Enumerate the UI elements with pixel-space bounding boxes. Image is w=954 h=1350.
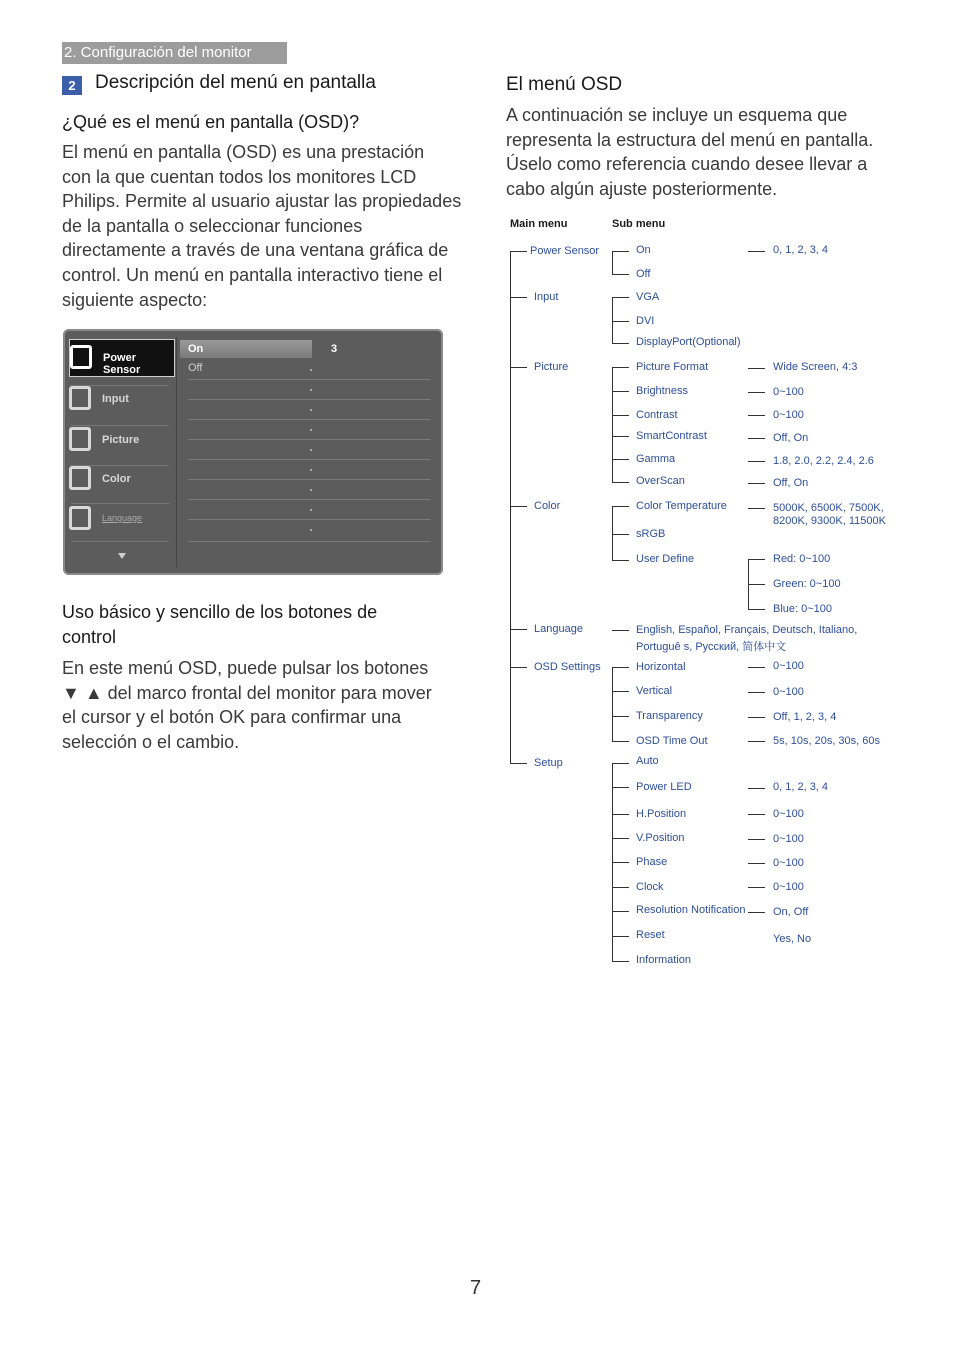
sub-item: Clock [636, 881, 664, 893]
osd-row-line [188, 519, 430, 520]
desc-line: siguiente aspecto: [62, 289, 208, 310]
sub-branch [612, 321, 629, 322]
value-item: Off, On [773, 432, 809, 444]
main-menu-header: Main menu [510, 218, 568, 230]
section-title: Descripción del menú en pantalla [95, 72, 376, 93]
title-line: Uso básico y sencillo de los botones de [62, 602, 378, 622]
sub-item: DVI [636, 315, 655, 327]
val-branch [748, 667, 765, 668]
sub-branch [612, 716, 629, 717]
sub-branch [612, 436, 629, 437]
val-branch [748, 912, 765, 913]
val-branch [748, 741, 765, 742]
osd-option-on: On [188, 343, 204, 355]
desc-line: de la pantalla o seleccionar funciones [62, 215, 363, 236]
use-line: ▼ ▲ del marco frontal del monitor para mover [62, 682, 432, 703]
sub-branch [612, 814, 629, 815]
val-branch [748, 717, 765, 718]
val-branch [748, 461, 765, 462]
value-item: 0~100 [773, 686, 804, 698]
osd-item-color [69, 461, 173, 497]
use-line: el cursor y el botón OK para confirmar una [62, 707, 402, 728]
main-item-power-sensor: Power Sensor [530, 245, 600, 257]
value-item: 5s, 10s, 20s, 30s, 60s [773, 735, 881, 747]
desc-line: directamente a través de una ventana gráfica de [62, 240, 449, 261]
sub-branch [612, 961, 629, 962]
osd-row-line [188, 399, 430, 400]
value-item: Off, 1, 2, 3, 4 [773, 711, 837, 723]
main-item-language: Language [534, 623, 583, 635]
value-item: Green: 0~100 [773, 578, 841, 590]
language-list: English, Español, Français, Deutsch, Italiano, [636, 624, 858, 636]
sub-trunk [612, 297, 613, 343]
intro-line: Úselo como referencia cuando desee llevar a [506, 154, 868, 175]
osd-divider [71, 541, 169, 542]
sub-item: Vertical [636, 685, 673, 697]
sub-item: Resolution Notification [636, 904, 746, 916]
page-number: 7 [470, 1277, 482, 1299]
osd-dot [310, 449, 312, 451]
desc-line: con la que cuentan todos los monitores LCD [62, 166, 417, 187]
power-sensor-icon [70, 345, 92, 369]
osd-main-menu [63, 329, 176, 575]
main-branch [510, 629, 527, 630]
section-number-badge: 2 [62, 76, 82, 95]
osd-dot [310, 509, 312, 511]
sub-branch [612, 297, 629, 298]
osd-row-line [188, 499, 430, 500]
sub-item: Power LED [636, 781, 692, 793]
osd-menu-intro [506, 103, 906, 201]
sub-item: Contrast [636, 409, 678, 421]
osd-row-line [188, 439, 430, 440]
sub-item: Picture Format [636, 361, 709, 373]
sub-branch [612, 534, 629, 535]
val-branch [748, 584, 765, 585]
value-item: 0, 1, 2, 3, 4 [773, 244, 829, 256]
value-item: Wide Screen, 4:3 [773, 361, 858, 373]
osd-item-power-sensor [69, 339, 175, 377]
sub-item: Brightness [636, 385, 688, 397]
osd-row-line [188, 459, 430, 460]
value-item: 8200K, 9300K, 11500K [773, 515, 886, 527]
sub-item: OSD Time Out [636, 735, 708, 747]
picture-icon [69, 427, 91, 451]
title-line: control [62, 627, 117, 647]
osd-item-input [69, 381, 173, 417]
intro-line: cabo algún ajuste posteriormente. [506, 178, 778, 199]
sub-trunk [612, 506, 613, 560]
osd-option-value: 3 [331, 343, 338, 355]
value-item: Yes, No [773, 933, 812, 945]
value-item: 0~100 [773, 881, 804, 893]
osd-dot [310, 389, 312, 391]
main-item-picture: Picture [534, 361, 569, 373]
osd-row-line [188, 479, 430, 480]
val-branch [748, 438, 765, 439]
section-header-tag: 2. Configuración del monitor [62, 42, 287, 64]
sub-item: Horizontal [636, 661, 686, 673]
sub-item: Reset [636, 929, 665, 941]
value-item: 0~100 [773, 857, 804, 869]
sub-branch [612, 911, 629, 912]
osd-option-off: Off [188, 362, 203, 374]
sub-item: Gamma [636, 453, 676, 465]
sub-branch [612, 415, 629, 416]
sub-branch [612, 391, 629, 392]
sub-branch [612, 667, 629, 668]
main-item-input: Input [534, 291, 559, 303]
sub-branch [612, 274, 629, 275]
val-branch [748, 559, 765, 560]
sub-item: Auto [636, 755, 659, 767]
input-icon [69, 386, 91, 410]
sub-branch [612, 251, 629, 252]
sub-item: sRGB [636, 528, 666, 540]
osd-dot [310, 529, 312, 531]
language-icon [69, 506, 91, 530]
osd-menu-title: El menú OSD [506, 74, 623, 95]
main-branch [510, 667, 527, 668]
val-branch [748, 415, 765, 416]
main-item-osd-settings: OSD Settings [534, 661, 601, 673]
osd-item-label: Picture [102, 434, 140, 446]
val-branch [748, 839, 765, 840]
sub-branch [612, 343, 629, 344]
sub-branch [612, 459, 629, 460]
sub-branch [612, 691, 629, 692]
sub-item: Phase [636, 856, 668, 868]
main-branch [510, 251, 527, 252]
osd-item-label: Power Sensor [103, 352, 141, 376]
osd-dot [310, 369, 312, 371]
scroll-down-arrow-icon [118, 553, 126, 559]
value-item: 0~100 [773, 833, 804, 845]
sub-branch [612, 630, 629, 631]
sub-branch [612, 763, 629, 764]
sub-trunk [612, 367, 613, 482]
val-branch [748, 863, 765, 864]
main-branch [510, 506, 527, 507]
sub-item: V.Position [636, 832, 685, 844]
osd-item-label: Input [102, 393, 129, 405]
osd-item-language [69, 501, 173, 537]
value-item: 0~100 [773, 808, 804, 820]
basic-use-title [62, 600, 377, 650]
sub-item: DisplayPort(Optional) [636, 336, 741, 348]
sub-item: H.Position [636, 808, 687, 820]
value-item: On, Off [773, 906, 809, 918]
sub-item: OverScan [636, 475, 685, 487]
val-branch [748, 609, 765, 610]
sub-branch [612, 482, 629, 483]
sub-branch [612, 838, 629, 839]
value-item: Off, On [773, 477, 809, 489]
val-branch [748, 483, 765, 484]
osd-item-label: Color [102, 473, 131, 485]
sub-item: SmartContrast [636, 430, 707, 442]
use-line: En este menú OSD, puede pulsar los botones [62, 658, 429, 678]
desc-line: El menú en pantalla (OSD) es una prestación [62, 142, 425, 162]
main-item-setup: Setup [534, 757, 563, 769]
osd-dot [310, 409, 312, 411]
value-item: 0~100 [773, 660, 804, 672]
use-line: selección o el cambio. [62, 731, 240, 752]
sub-branch [612, 741, 629, 742]
main-item-color: Color [534, 500, 561, 512]
osd-description [62, 140, 462, 312]
sub-branch [612, 560, 629, 561]
value-item: 1.8, 2.0, 2.2, 2.4, 2.6 [773, 455, 874, 467]
val-branch [748, 692, 765, 693]
osd-dot [310, 429, 312, 431]
sub-item: Off [636, 268, 651, 280]
sub-item: Information [636, 954, 692, 966]
sub-trunk [612, 251, 613, 274]
val-branch [748, 887, 765, 888]
osd-item-picture [69, 422, 173, 458]
value-item: 0~100 [773, 409, 804, 421]
sub-item: Color Temperature [636, 500, 727, 512]
val-branch [748, 251, 765, 252]
sub-item: User Define [636, 553, 695, 565]
sub-branch [612, 887, 629, 888]
language-list: Portuguê s, Русский, 简体中文 [636, 641, 787, 653]
sub-item: On [636, 244, 651, 256]
color-icon [69, 466, 91, 490]
sub-trunk [612, 667, 613, 742]
val-branch [748, 814, 765, 815]
value-item: 0~100 [773, 386, 804, 398]
sub-branch [612, 506, 629, 507]
value-item: Blue: 0~100 [773, 603, 833, 615]
osd-row-line [188, 379, 430, 380]
sub-item: VGA [636, 291, 660, 303]
main-branch [510, 367, 527, 368]
basic-use-text [62, 656, 462, 754]
val-branch [748, 788, 765, 789]
sub-branch [612, 862, 629, 863]
value-item: 0, 1, 2, 3, 4 [773, 781, 829, 793]
sub-menu-header: Sub menu [612, 218, 666, 230]
osd-question-title: ¿Qué es el menú en pantalla (OSD)? [62, 112, 360, 132]
sub-branch [612, 936, 629, 937]
sub-branch [612, 367, 629, 368]
sub-branch [612, 787, 629, 788]
main-branch [510, 297, 527, 298]
val-branch [748, 368, 765, 369]
osd-dot [310, 489, 312, 491]
osd-row-line [188, 419, 430, 420]
osd-dot [310, 469, 312, 471]
osd-panel-divider [176, 337, 177, 567]
osd-item-label: Language [102, 513, 143, 523]
main-branch [510, 763, 527, 764]
sub-item: Transparency [636, 710, 703, 722]
desc-line: control. Un menú en pantalla interactivo tiene el [62, 264, 443, 285]
value-item: 5000K, 6500K, 7500K, [773, 502, 884, 514]
main-trunk-line [510, 251, 511, 763]
val-branch [748, 508, 765, 509]
osd-screenshot [63, 329, 443, 575]
osd-row-line [188, 541, 430, 542]
desc-line: Philips. Permite al usuario ajustar las propiedades [62, 191, 462, 212]
value-item: Red: 0~100 [773, 553, 831, 565]
intro-line: representa la estructura del menú en pantalla. [506, 129, 874, 150]
val-branch [748, 392, 765, 393]
intro-line: A continuación se incluye un esquema que [506, 105, 848, 125]
